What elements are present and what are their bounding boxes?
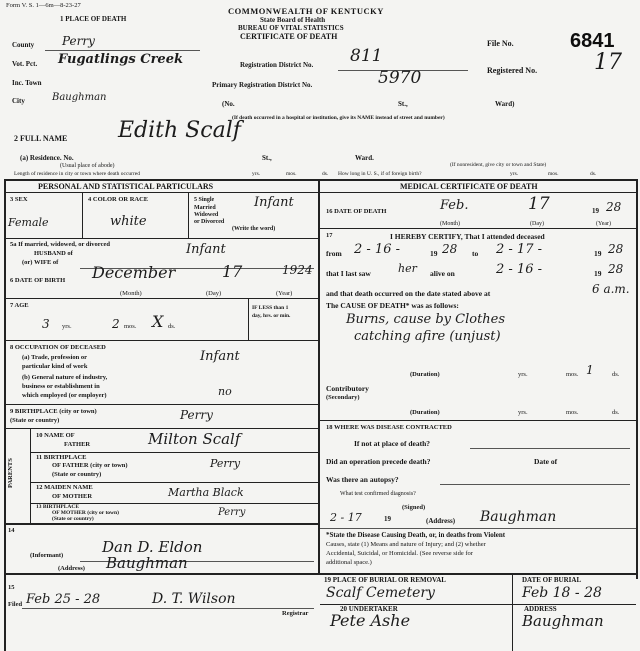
city-value: Baughman bbox=[52, 92, 107, 103]
header-divider bbox=[4, 179, 638, 181]
no-label: (No. bbox=[222, 100, 235, 108]
vot-pct-label: Vot. Pct. bbox=[12, 60, 38, 68]
registration-district-label: Registration District No. bbox=[240, 61, 314, 69]
primary-reg-value: 5970 bbox=[378, 68, 422, 88]
age-yrs-label: yrs. bbox=[62, 323, 72, 330]
parents-label: PARENTS bbox=[7, 458, 14, 488]
from-year: 28 bbox=[442, 242, 458, 256]
last-saw-label-b: alive on bbox=[430, 269, 455, 278]
undertaker-address-label: ADDRESS bbox=[524, 605, 557, 613]
last-saw-date: 2 - 16 - bbox=[496, 262, 542, 277]
marital-label-2: Married bbox=[194, 205, 216, 211]
undertaker-address: Baughman bbox=[522, 612, 604, 630]
dob-year-label: (Year) bbox=[276, 290, 293, 297]
signed-address-label: (Address) bbox=[426, 517, 456, 525]
marital-label-1: 5 Single bbox=[194, 197, 215, 203]
spouse-label-2: HUSBAND of bbox=[34, 250, 73, 257]
inc-town-label: Inc. Town bbox=[12, 79, 42, 87]
autopsy-label: Was there an autopsy? bbox=[326, 475, 399, 484]
county-label: County bbox=[12, 41, 35, 49]
how-long-label: How long in U. S., if of foreign birth? bbox=[338, 171, 422, 177]
length-residence-label: Length of residence in city or town where death occurred bbox=[14, 171, 140, 177]
age-yrs: 3 bbox=[42, 317, 50, 331]
occurred-time: 6 a.m. bbox=[592, 282, 630, 296]
informant-address: Baughman bbox=[106, 554, 188, 572]
certify-text: I HEREBY CERTIFY, That I attended deceased bbox=[390, 232, 545, 241]
state-note-2: Causes, state (1) Means and nature of Injury; and (2) whether bbox=[326, 541, 486, 548]
duration-yrs-label-1: yrs. bbox=[518, 371, 528, 378]
mother-name: Martha Black bbox=[168, 486, 244, 499]
cause-label: The CAUSE OF DEATH* was as follows: bbox=[326, 301, 459, 310]
n17-label: 17 bbox=[326, 232, 333, 239]
father-birthplace: Perry bbox=[210, 457, 241, 470]
mother-birthplace-label-1: 13 BIRTHPLACE bbox=[36, 504, 80, 510]
state-note-3: Accidental, Suicidal, or Homicidal. (See reverse side for bbox=[326, 550, 473, 557]
burial-date-label: DATE OF BURIAL bbox=[522, 576, 582, 584]
mother-label-2: OF MOTHER bbox=[52, 493, 93, 500]
residence-label: (a) Residence. No. bbox=[20, 154, 74, 162]
death-year-prefix: 19 bbox=[592, 207, 599, 215]
bureau-title: BUREAU OF VITAL STATISTICS bbox=[238, 24, 344, 32]
occurred-label: and that death occurred on the date stated above at bbox=[326, 289, 491, 298]
burial-date: Feb 18 - 28 bbox=[522, 585, 602, 601]
dob-month: December bbox=[92, 263, 176, 282]
city-label: City bbox=[12, 97, 25, 105]
mother-label-1: 12 MAIDEN NAME bbox=[36, 484, 93, 491]
occupation-label-4: (b) General nature of industry, bbox=[22, 374, 108, 381]
full-name-label: 2 FULL NAME bbox=[14, 134, 68, 143]
death-year: 28 bbox=[606, 200, 622, 214]
color-label: 4 COLOR OR RACE bbox=[88, 196, 149, 203]
residence-ward-label: Ward. bbox=[355, 154, 374, 162]
not-at-place-label: If not at place of death? bbox=[354, 439, 431, 448]
how-long-yrs-label: yrs. bbox=[510, 171, 519, 177]
operation-label: Did an operation precede death? bbox=[326, 457, 431, 466]
occupation-label-2: (a) Trade, profession or bbox=[22, 354, 87, 361]
color-value: white bbox=[110, 214, 147, 229]
less-than-day-label: IF LESS than 1 day, hrs. or min. bbox=[252, 305, 291, 319]
usual-abode-label: (Usual place of abode) bbox=[60, 163, 115, 169]
dob-day-label: (Day) bbox=[206, 290, 222, 297]
occupation-label-6: which employed (or employer) bbox=[22, 392, 107, 399]
signed-label: (Signed) bbox=[402, 504, 426, 511]
spouse-label-1: 5a If married, widowed, or divorced bbox=[10, 241, 110, 248]
father-birthplace-label-3: (State or country) bbox=[52, 471, 102, 478]
signed-address: Baughman bbox=[480, 509, 557, 525]
age-ds-label: ds. bbox=[168, 323, 176, 330]
medical-heading: MEDICAL CERTIFICATE OF DEATH bbox=[400, 182, 538, 191]
death-month-label: (Month) bbox=[440, 221, 460, 227]
filed-label: Filed bbox=[8, 601, 23, 608]
spouse-label-3: (or) WIFE of bbox=[22, 259, 59, 266]
last-saw-label-a: that I last saw bbox=[326, 269, 371, 278]
length-mos-label: mos. bbox=[286, 171, 297, 177]
sex-value: Female bbox=[8, 216, 49, 229]
marital-label-3: Widowed bbox=[194, 212, 219, 218]
vot-pct-value: Fugatlings Creek bbox=[58, 52, 183, 67]
from-date: 2 - 16 - bbox=[354, 242, 400, 257]
birthplace-label-1: 9 BIRTHPLACE (city or town) bbox=[10, 408, 97, 415]
residence-st-label: St., bbox=[262, 154, 272, 162]
death-year-label: (Year) bbox=[596, 221, 612, 227]
duration-value: 1 bbox=[586, 363, 594, 377]
marital-label-5: (Write the word) bbox=[232, 226, 276, 232]
form-id: Form V. S. 1—6m—8-23-27 bbox=[6, 2, 81, 9]
dob-label: 6 DATE OF BIRTH bbox=[10, 277, 66, 284]
signed-date: 2 - 17 bbox=[330, 511, 362, 524]
last-saw-year-prefix: 19 bbox=[594, 269, 602, 278]
last-saw-year: 28 bbox=[608, 262, 624, 276]
mother-birthplace-label-3: (State or country) bbox=[52, 516, 94, 522]
age-mos-label: mos. bbox=[124, 323, 137, 330]
last-saw-who: her bbox=[398, 262, 417, 275]
mother-birthplace-label-2: OF MOTHER (city or town) bbox=[52, 510, 119, 516]
burial-place: Scalf Cemetery bbox=[326, 585, 435, 601]
duration-ds-label-2: ds. bbox=[612, 409, 620, 416]
place-of-death-label: 1 PLACE OF DEATH bbox=[60, 15, 127, 23]
marital-value: Infant bbox=[254, 195, 294, 210]
age-mos: 2 bbox=[112, 317, 120, 331]
file-no: 6841 bbox=[570, 30, 615, 52]
duration-yrs-label-2: yrs. bbox=[518, 409, 528, 416]
duration-mos-label-2: mos. bbox=[566, 409, 579, 416]
from-year-prefix: 19 bbox=[430, 249, 438, 258]
employer-value: no bbox=[218, 385, 232, 398]
registration-district-value: 811 bbox=[350, 46, 383, 66]
death-day: 17 bbox=[528, 194, 550, 214]
death-date-label: 16 DATE OF DEATH bbox=[326, 208, 387, 215]
informant-label: (Informant) bbox=[30, 552, 64, 559]
occupation-label-5: business or establishment in bbox=[22, 383, 100, 390]
filed-num: 15 bbox=[8, 584, 15, 591]
duration-mos-label-1: mos. bbox=[566, 371, 579, 378]
burial-label: 19 PLACE OF BURIAL OR REMOVAL bbox=[324, 576, 446, 584]
cause-line-2: catching afire (unjust) bbox=[354, 329, 501, 344]
state-note-4: additional space.) bbox=[326, 559, 372, 566]
how-long-mos-label: mos. bbox=[548, 171, 559, 177]
dob-year: 1924 bbox=[282, 263, 313, 277]
column-divider bbox=[318, 179, 320, 573]
mother-birthplace: Perry bbox=[218, 507, 246, 518]
contributory-label-2: (Secondary) bbox=[326, 394, 360, 401]
signed-year-prefix: 19 bbox=[384, 515, 391, 523]
to-label: to bbox=[472, 249, 479, 258]
undertaker-label: 20 UNDERTAKER bbox=[340, 605, 398, 613]
to-date: 2 - 17 - bbox=[496, 242, 542, 257]
length-yrs-label: yrs. bbox=[252, 171, 261, 177]
duration-ds-label-1: ds. bbox=[612, 371, 620, 378]
full-name-value: Edith Scalf bbox=[118, 118, 241, 143]
informant-value: Dan D. Eldon bbox=[102, 538, 203, 556]
death-day-label: (Day) bbox=[530, 221, 544, 227]
father-name: Milton Scalf bbox=[148, 430, 241, 448]
duration-label-2: (Duration) bbox=[410, 409, 440, 416]
registered-no-label: Registered No. bbox=[487, 66, 538, 75]
cause-line-1: Burns, cause by Clothes bbox=[346, 312, 506, 327]
contributory-label-1: Contributory bbox=[326, 384, 369, 393]
duration-label-1: (Duration) bbox=[410, 371, 440, 378]
registrar-label: Registrar bbox=[282, 610, 309, 617]
father-birthplace-label-1: 11 BIRTHPLACE bbox=[36, 454, 87, 461]
birthplace-label-2: (State or country) bbox=[10, 417, 60, 424]
dob-day: 17 bbox=[222, 262, 243, 281]
from-label: from bbox=[326, 249, 342, 258]
birthplace-value: Perry bbox=[180, 408, 213, 422]
marital-label-4: or Divorced bbox=[194, 219, 225, 225]
undertaker-name: Pete Ashe bbox=[330, 611, 411, 630]
file-no-label: File No. bbox=[487, 39, 514, 48]
institution-note: (If death occurred in a hospital or institution, give its NAME instead of street and number) bbox=[232, 115, 445, 121]
occupation-value: Infant bbox=[200, 349, 240, 364]
certificate-title: CERTIFICATE OF DEATH bbox=[240, 32, 338, 41]
age-label: 7 AGE bbox=[10, 302, 29, 309]
to-year-prefix: 19 bbox=[594, 249, 602, 258]
primary-reg-label: Primary Registration District No. bbox=[212, 81, 313, 89]
sex-label: 3 SEX bbox=[10, 196, 28, 203]
state-note-1: *State the Disease Causing Death, or, in deaths from Violent bbox=[326, 531, 506, 539]
informant-address-label: (Address) bbox=[58, 565, 85, 572]
occupation-label-1: 8 OCCUPATION OF DECEASED bbox=[10, 344, 106, 351]
personal-heading: PERSONAL AND STATISTICAL PARTICULARS bbox=[38, 182, 214, 191]
contracted-label: 18 WHERE WAS DISEASE CONTRACTED bbox=[326, 424, 452, 431]
board-title: State Board of Health bbox=[260, 16, 326, 24]
informant-num: 14 bbox=[8, 527, 15, 534]
death-month: Feb. bbox=[440, 198, 469, 213]
spouse-value: Infant bbox=[186, 242, 226, 257]
filed-date: Feb 25 - 28 bbox=[26, 592, 101, 607]
registrar-name: D. T. Wilson bbox=[152, 591, 236, 607]
ward-label: Ward) bbox=[495, 100, 515, 108]
occupation-label-3: particular kind of work bbox=[22, 363, 88, 370]
county-value: Perry bbox=[62, 34, 95, 48]
age-ds: X bbox=[152, 312, 164, 331]
st-label: St., bbox=[398, 100, 408, 108]
nonresident-note: (If nonresident, give city or town and State) bbox=[450, 162, 547, 168]
registered-no: 17 bbox=[594, 50, 622, 75]
father-label-2: FATHER bbox=[64, 441, 91, 448]
father-label-1: 10 NAME OF bbox=[36, 432, 75, 439]
dob-month-label: (Month) bbox=[120, 290, 142, 297]
length-ds-label: ds. bbox=[322, 171, 329, 177]
test-label: What test confirmed diagnosis? bbox=[340, 491, 416, 497]
father-birthplace-label-2: OF FATHER (city or town) bbox=[52, 462, 128, 469]
how-long-ds-label: ds. bbox=[590, 171, 597, 177]
commonwealth-title: COMMONWEALTH OF KENTUCKY bbox=[228, 6, 384, 16]
date-of-label: Date of bbox=[534, 457, 558, 466]
to-year: 28 bbox=[608, 242, 624, 256]
